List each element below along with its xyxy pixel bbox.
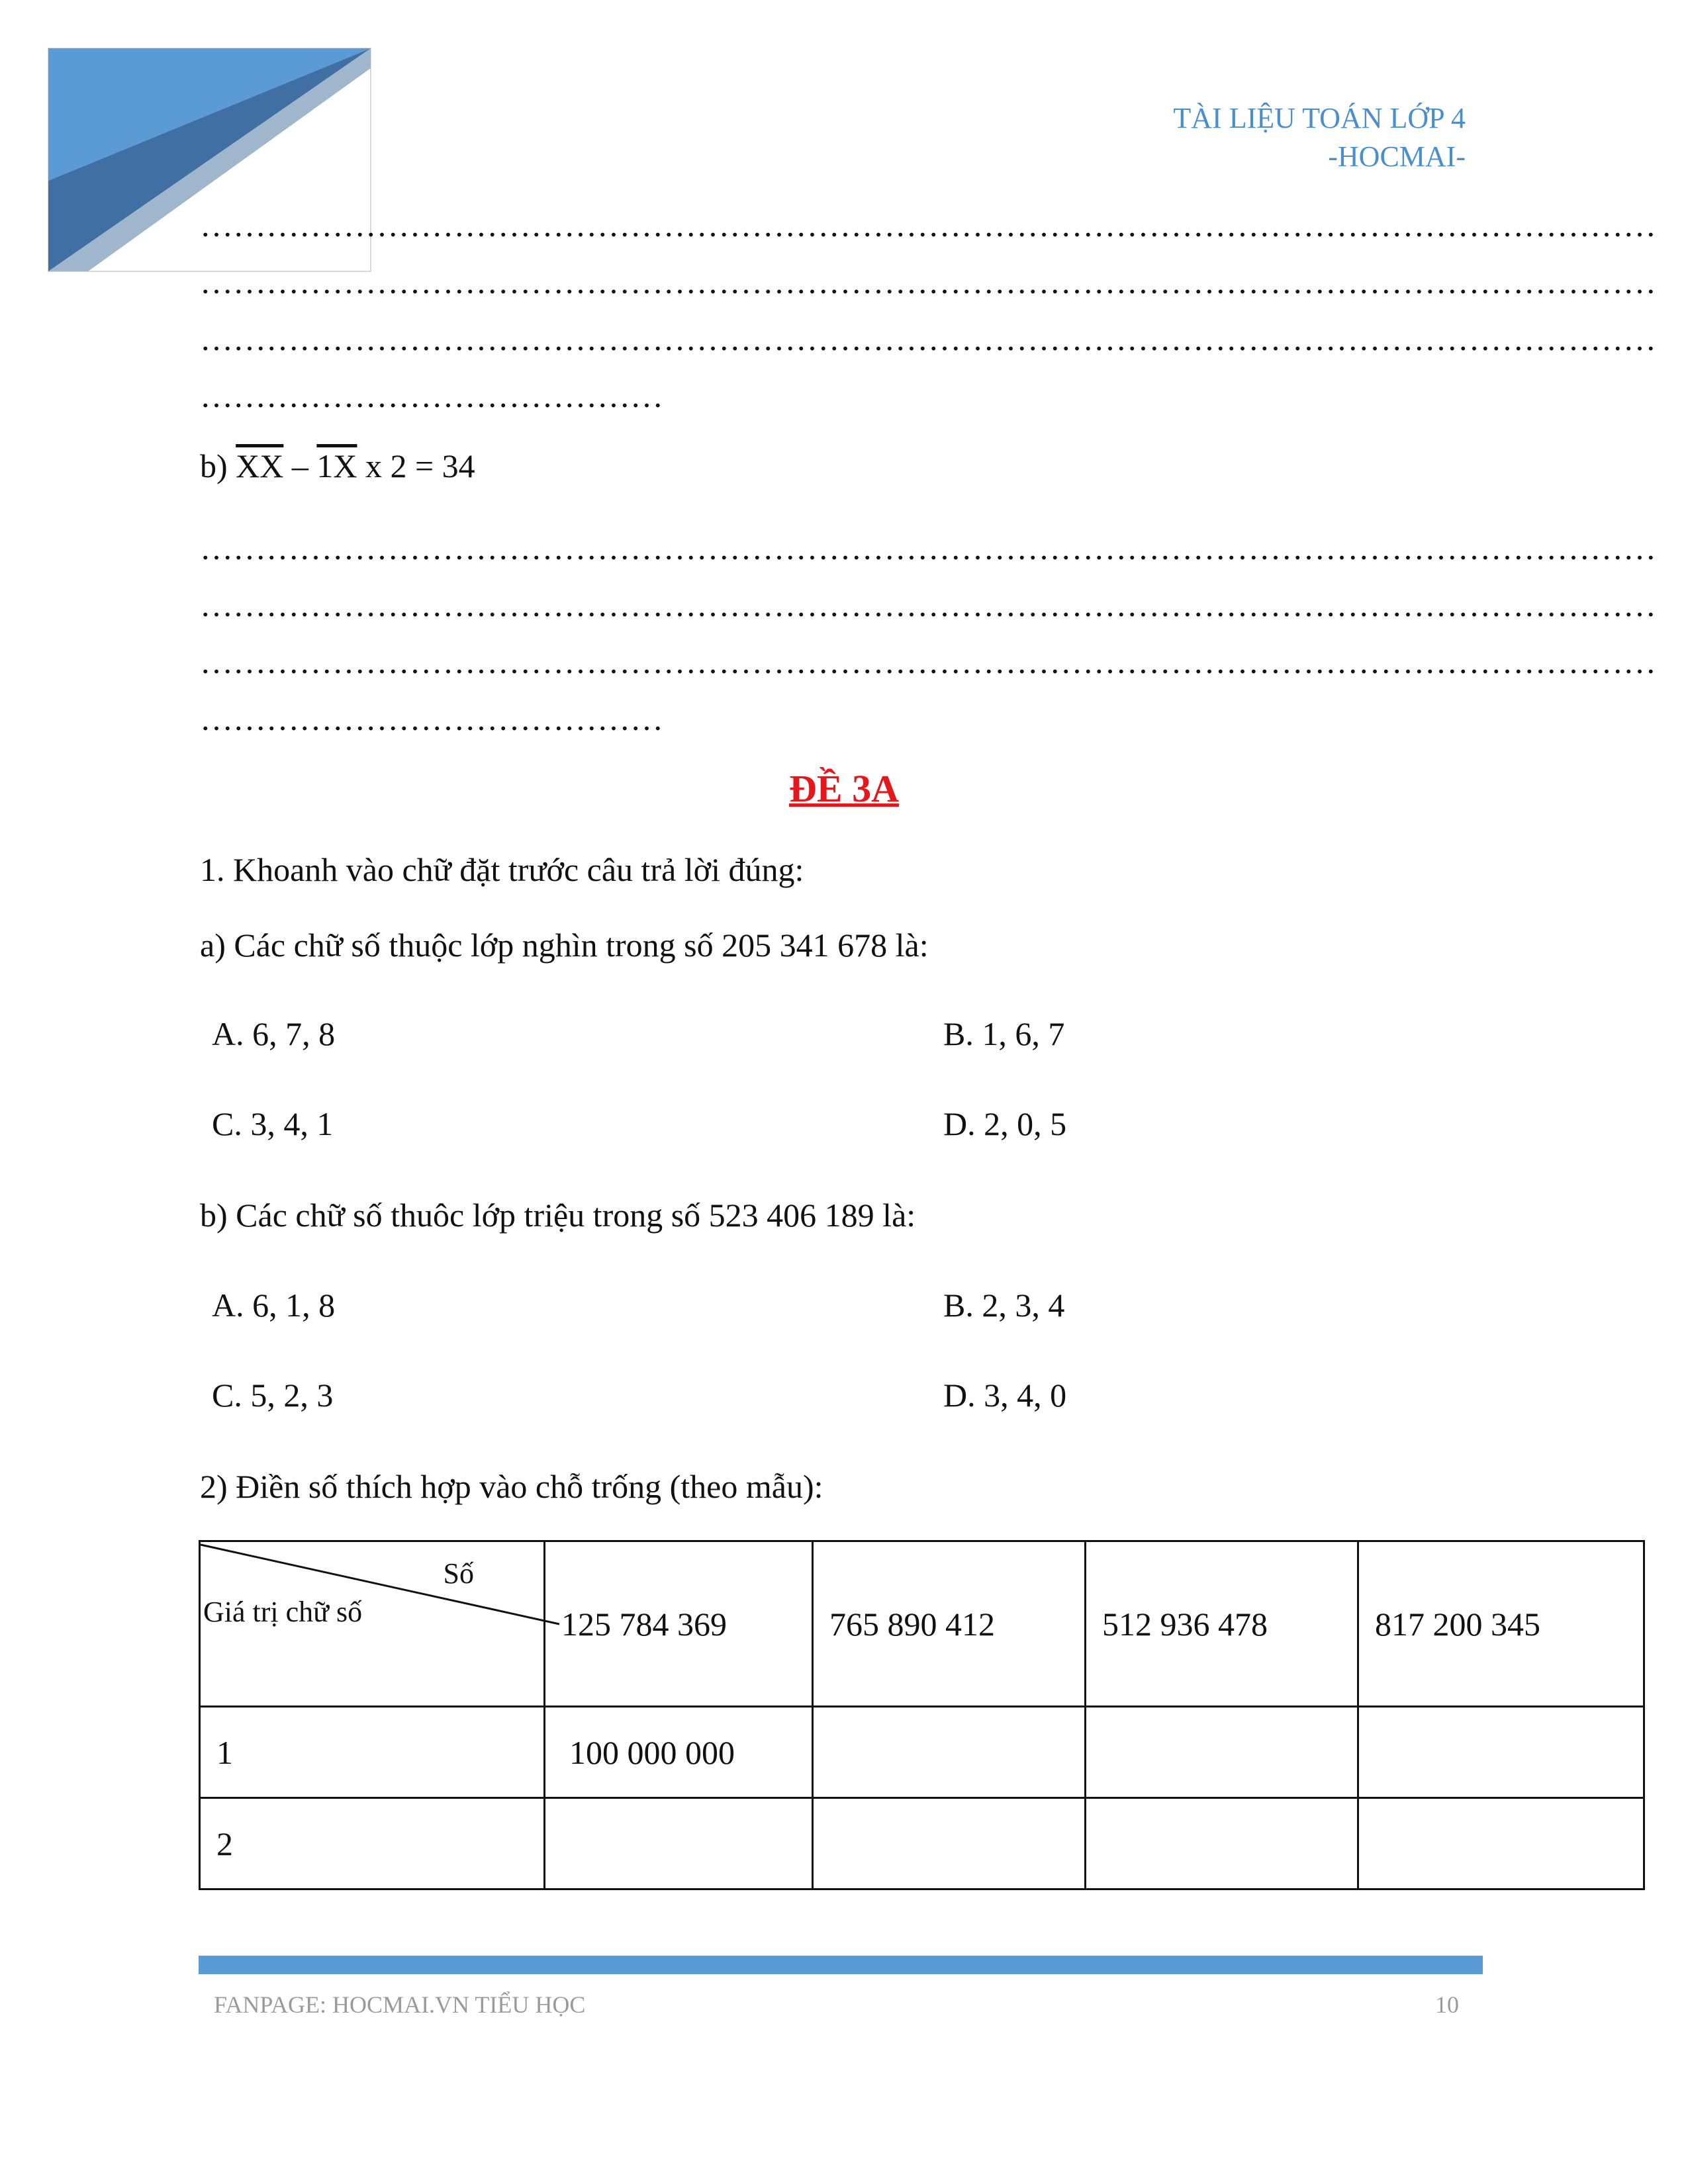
part-b-equation [200, 445, 475, 487]
q1a-option-d: D. 2, 0, 5 [943, 1105, 1067, 1142]
answer-line: …………………………………………………………………………………………………………………… [200, 263, 1656, 300]
answer-line: …………………………………………………………………………………………………………………… [200, 586, 1656, 623]
overline-term-1x: 1X [316, 447, 357, 484]
header-title-block [1173, 99, 1466, 176]
table-header-row [200, 1541, 1644, 1707]
q1b-option-c: C. 5, 2, 3 [212, 1377, 334, 1414]
table-cell [1358, 1707, 1644, 1798]
answer-line: …………………………………… [200, 377, 663, 414]
table-cell [1086, 1707, 1358, 1798]
column-header: 512 936 478 [1086, 1541, 1358, 1707]
corner-label-digit-value: Giá trị chữ số [203, 1596, 363, 1628]
column-header: 817 200 345 [1358, 1541, 1644, 1707]
exam-title: ĐỀ 3A [789, 767, 899, 810]
footer-bar [199, 1956, 1483, 1974]
place-value-table [199, 1540, 1645, 1890]
q1b-option-a: A. 6, 1, 8 [212, 1287, 336, 1324]
q1a-question: a) Các chữ số thuộc lớp nghìn trong số 205 341 678 là: [200, 927, 929, 964]
overline-term-xx: $\overline{XX}$ [236, 447, 284, 484]
answer-line: …………………………………………………………………………………………………………………… [200, 320, 1656, 357]
minus-sign: – [283, 447, 317, 484]
q1a-option-b: B. 1, 6, 7 [943, 1015, 1065, 1052]
q1b-question: b) Các chữ số thuôc lớp triệu trong số 523 406 189 là: [200, 1197, 916, 1234]
table-cell [813, 1707, 1086, 1798]
part-b-prefix: b) [200, 447, 236, 484]
table-cell [545, 1798, 813, 1889]
answer-line: …………………………………… [200, 700, 663, 737]
table-row [200, 1707, 1644, 1798]
q2-heading: 2) Điền số thích hợp vào chỗ trống (theo mẫu): [200, 1468, 823, 1505]
answer-line: …………………………………………………………………………………………………………………… [200, 206, 1656, 244]
row-digit: 1 [200, 1707, 545, 1798]
part-b-rest: x 2 = 34 [357, 447, 475, 484]
header-subtitle: -HOCMAI- [1328, 140, 1466, 173]
table-cell [1358, 1798, 1644, 1889]
q1b-option-b: B. 2, 3, 4 [943, 1287, 1065, 1324]
header-title: TÀI LIỆU TOÁN LỚP 4 [1173, 102, 1466, 134]
row-digit: 2 [200, 1798, 545, 1889]
table-cell [813, 1798, 1086, 1889]
table-corner-cell [200, 1541, 545, 1707]
q1a-option-c: C. 3, 4, 1 [212, 1105, 334, 1142]
page-number: 10 [1435, 1991, 1459, 2018]
column-header: 765 890 412 [813, 1541, 1086, 1707]
answer-line: …………………………………………………………………………………………………………………… [200, 529, 1656, 567]
table-cell: 100 000 000 [545, 1707, 813, 1798]
table-cell [1086, 1798, 1358, 1889]
q1a-option-a: A. 6, 7, 8 [212, 1015, 336, 1052]
q1b-option-d: D. 3, 4, 0 [943, 1377, 1067, 1414]
q1-heading: 1. Khoanh vào chữ đặt trước câu trả lời đúng: [200, 851, 804, 888]
footer-fanpage: FANPAGE: HOCMAI.VN TIỂU HỌC [214, 1991, 586, 2018]
column-header: 125 784 369 [545, 1541, 813, 1707]
table-row [200, 1798, 1644, 1889]
answer-line: …………………………………………………………………………………………………………………… [200, 643, 1656, 680]
corner-label-number: Số [443, 1557, 474, 1590]
